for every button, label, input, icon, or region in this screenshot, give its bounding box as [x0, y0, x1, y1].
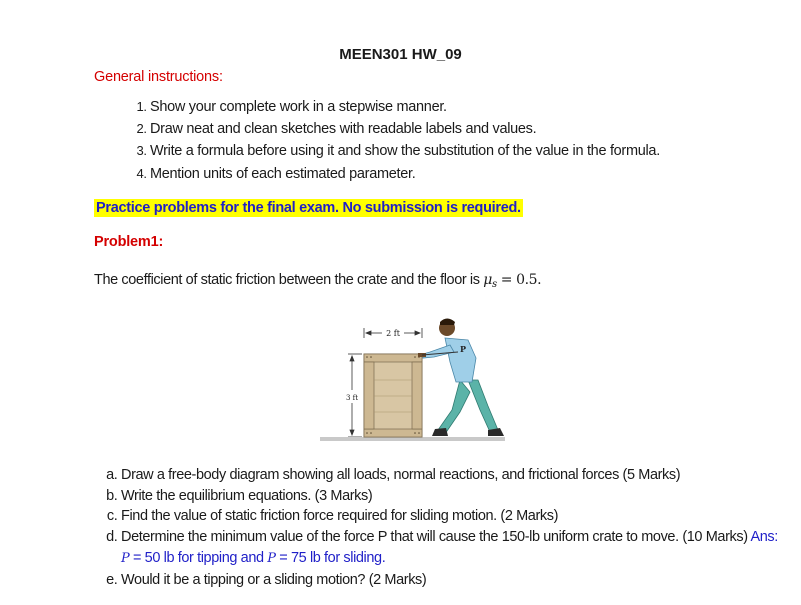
part-e-text: Would it be a tipping or a sliding motion? (2 Marks)	[121, 571, 427, 588]
crate	[364, 354, 422, 437]
part-b-text: Write the equilibrium equations. (3 Marks)	[121, 487, 373, 504]
part-c-text: Find the value of static friction force required for sliding motion. (2 Marks)	[121, 508, 559, 525]
part-a-text: Draw a free-body diagram showing all loads, normal reactions, and frictional forces (5 Marks)	[121, 467, 681, 483]
height-label: 3 ft	[345, 394, 359, 402]
list-item: 2. Draw neat and clean sketches with readable labels and values.	[150, 118, 660, 140]
list-item	[121, 506, 781, 527]
list-item	[121, 486, 781, 507]
mu-value: = 0.5.	[496, 272, 542, 288]
answer-sliding: = 75 lb for sliding.	[275, 549, 386, 566]
general-instructions-heading: General instructions:	[94, 69, 223, 85]
answer-prefix: Ans:	[750, 529, 778, 546]
statement-text: The coefficient of static friction between the crate and the floor is	[94, 272, 484, 288]
list-item	[121, 570, 781, 591]
answer-p2: P	[267, 550, 276, 566]
mu-symbol: μ	[483, 272, 492, 288]
page-title: MEEN301 HW_09	[339, 46, 462, 63]
floor	[320, 437, 505, 441]
mu-subscript: s	[491, 279, 497, 290]
problem-statement	[94, 272, 541, 290]
list-item: 1. Show your complete work in a stepwise manner.	[150, 96, 660, 118]
list-item: 3. Write a formula before using it and show the substitution of the value in the formula.	[150, 140, 660, 162]
list-item: 4. Mention units of each estimated parameter.	[150, 163, 660, 185]
part-d-text: Determine the minimum value of the force P that will cause the 150-lb uniform crate to move. (10 Marks)	[121, 529, 748, 546]
list-item	[121, 465, 781, 486]
parts-list	[93, 465, 781, 590]
crate-figure	[310, 310, 510, 445]
answer-p1: P	[121, 550, 130, 566]
instructions-list	[113, 96, 660, 185]
practice-note: Practice problems for the final exam. No submission is required.	[96, 200, 521, 216]
width-label: 2 ft	[386, 329, 400, 338]
force-label: P	[460, 344, 467, 354]
problem-title: Problem1:	[94, 234, 164, 250]
list-item	[121, 527, 781, 569]
answer-tipping: = 50 lb for tipping and	[129, 549, 268, 566]
person-pushing	[418, 319, 504, 437]
